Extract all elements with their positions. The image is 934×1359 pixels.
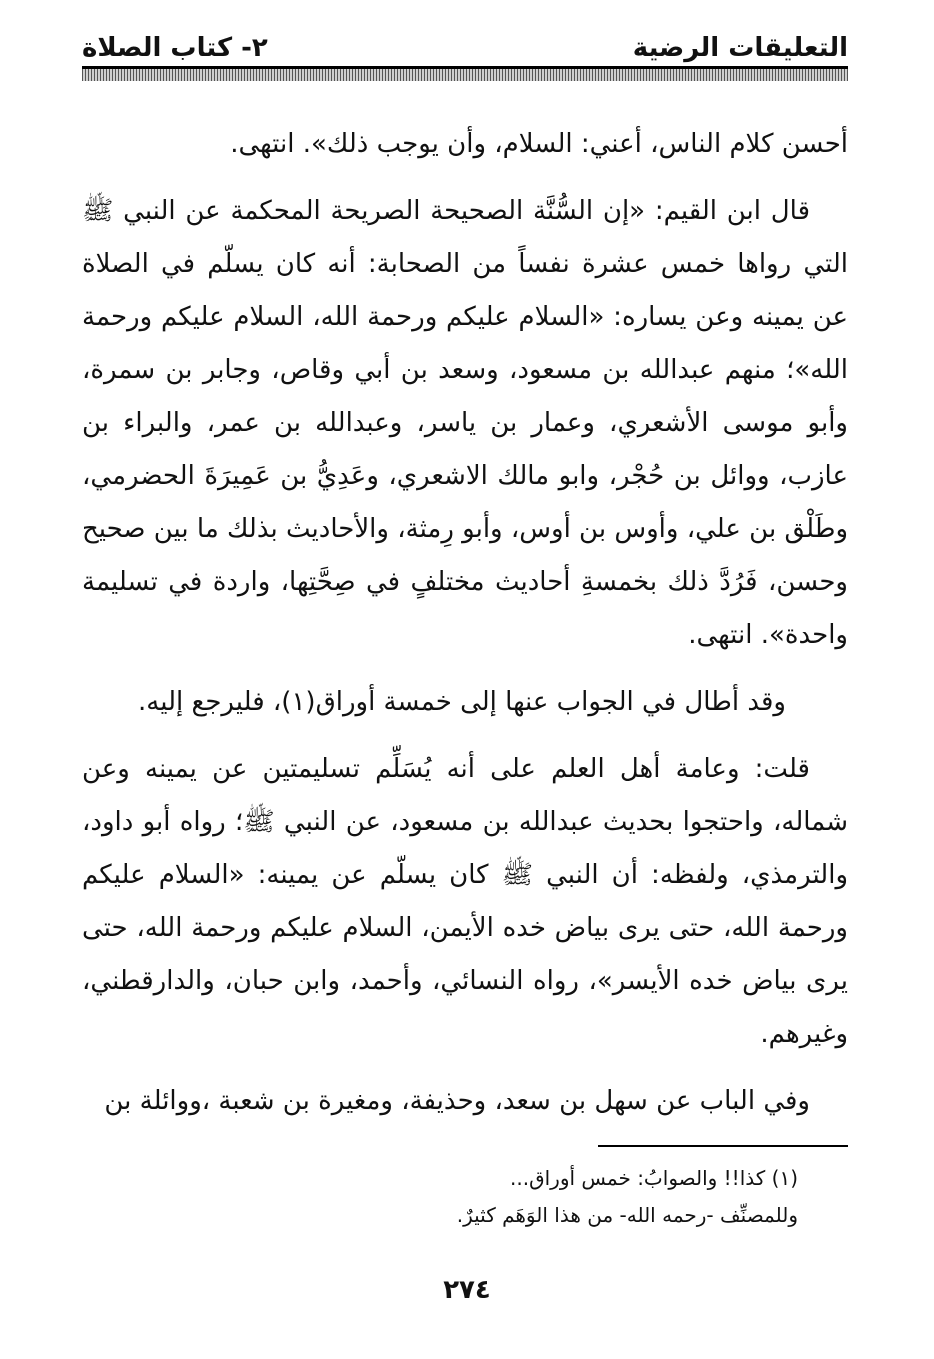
book-title: التعليقات الرضية xyxy=(632,33,848,63)
paragraph-4: قلت: وعامة أهل العلم على أنه يُسَلِّم تسليمتين عن يمينه وعن شماله، واحتجوا بحديث عبدالله بن مسعود، عن النبي ﷺ؛ رواه أبو داود، والترمذي، ولفظه: أن النبي ﷺ كان يسلّم عن يمينه: «السلام عليكم ورحمة الله، حتى يرى بياض خده الأيمن، السلام عليكم ورحمة الله، حتى يرى بياض خده الأيسر»، رواه النسائي، وأحمد، وابن حبان، والدارقطني، وغيرهم. xyxy=(82,754,848,1049)
paragraph-3: وقد أطال في الجواب عنها إلى خمسة أوراق(١)، فليرجع إليه. xyxy=(138,687,786,717)
footnote-line-1: (١) كذا!! والصوابُ: خمس أوراق... xyxy=(510,1166,798,1190)
chapter-title: ٢- كتاب الصلاة xyxy=(82,33,268,63)
paragraph-2: قال ابن القيم: «إن السُّنَّة الصحيحة الصريحة المحكمة عن النبي ﷺ التي رواها خمس عشرة نفساً من الصحابة: أنه كان يسلّم في الصلاة عن يمينه وعن يساره: «السلام عليكم ورحمة الله، السلام عليكم ورحمة الله»؛ منهم عبدالله بن مسعود، وسعد بن أبي وقاص، وجابر بن سمرة، وأبو موسى الأشعري، وعمار بن ياسر، وعبدالله بن عمر، والبراء بن عازب، ووائل بن حُجْر، وابو مالك الاشعري، وعَدِيُّ بن عَمِيرَةَ الحضرمي، وطَلْق بن علي، وأوس بن أوس، وأبو رِمثة، والأحاديث بذلك ما بين صحيح وحسن، فَرُدَّ ذلك بخمسةِ أحاديث مختلفٍ في صِحَّتِها، واردة في تسليمة واحدة». انتهى. xyxy=(82,196,848,650)
footnote-rule xyxy=(598,1145,848,1147)
paragraph-5: وفي الباب عن سهل بن سعد، وحذيفة، ومغيرة بن شعبة ،ووائلة بن xyxy=(104,1086,810,1116)
paragraph-1: أحسن كلام الناس، أعني: السلام، وأن يوجب ذلك». انتهى. xyxy=(230,129,848,159)
page-number: ٢٧٤ xyxy=(443,1275,491,1305)
footnote-line-2: وللمصنِّف -رحمه الله- من هذا الوَهَم كثيرٌ. xyxy=(456,1203,798,1227)
footnotes xyxy=(82,1160,798,1234)
running-header xyxy=(82,28,848,68)
header-rule xyxy=(82,66,848,81)
main-text xyxy=(82,118,848,1142)
